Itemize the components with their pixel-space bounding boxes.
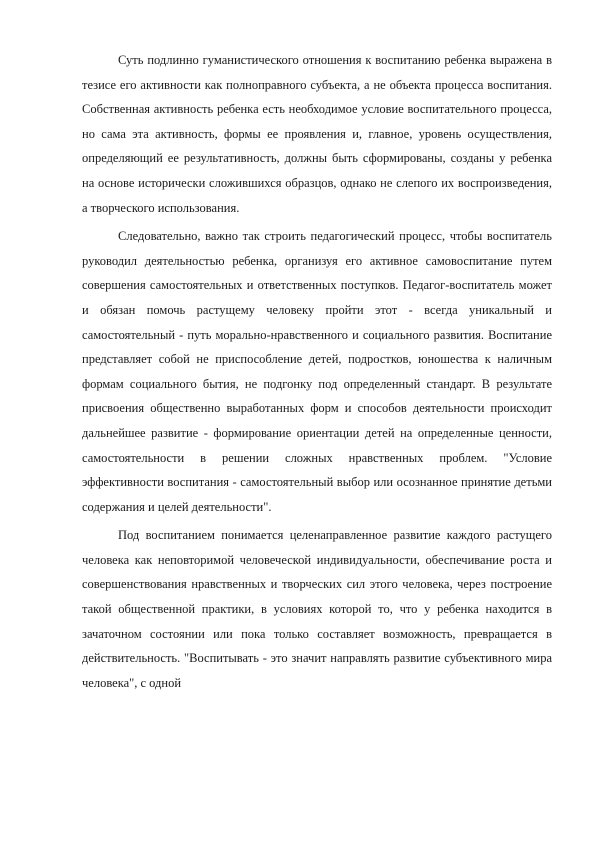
body-text — [82, 48, 552, 695]
paragraph-2: Следовательно, важно так строить педагогический процесс, чтобы воспитатель руководил деятельностью ребенка, организуя его активное самовоспитание путем совершения самостоятельных и ответственных поступков. Педагог-воспитатель может и обязан помочь растущему человеку пройти этот - всегда уникальный и самостоятельный - путь морально-нравственного и социального развития. Воспитание представляет собой не приспособление детей, подростков, юношества к наличным формам социального бытия, не подгонку под определенный стандарт. В результате присвоения общественно выработанных форм и способов деятельности происходит дальнейшее развитие - формирование ориентации детей на определенные ценности, самостоятельности в решении сложных нравственных проблем. "Условие эффективности воспитания - самостоятельный выбор или осознанное принятие детьми содержания и целей деятельности". — [82, 229, 552, 514]
paragraph-1: Суть подлинно гуманистического отношения к воспитанию ребенка выражена в тезисе его активности как полноправного субъекта, а не объекта процесса воспитания. Собственная активность ребенка есть необходимое условие воспитательного процесса, но сама эта активность, формы ее проявления и, главное, уровень осуществления, определяющий ее результативность, должны быть сформированы, созданы у ребенка на основе исторически сложившихся образцов, однако не слепого их воспроизведения, а творческого использования. — [82, 53, 552, 215]
paragraph-3: Под воспитанием понимается целенаправленное развитие каждого растущего человека как неповторимой человеческой индивидуальности, обеспечивание роста и совершенствования нравственных и творческих сил этого человека, через построение такой общественной практики, в условиях которой то, что у ребенка находится в зачаточном состоянии или пока только составляет возможность, превращается в действительность. "Воспитывать - это значит направлять развитие субъективного мира человека", с одной — [82, 528, 552, 690]
